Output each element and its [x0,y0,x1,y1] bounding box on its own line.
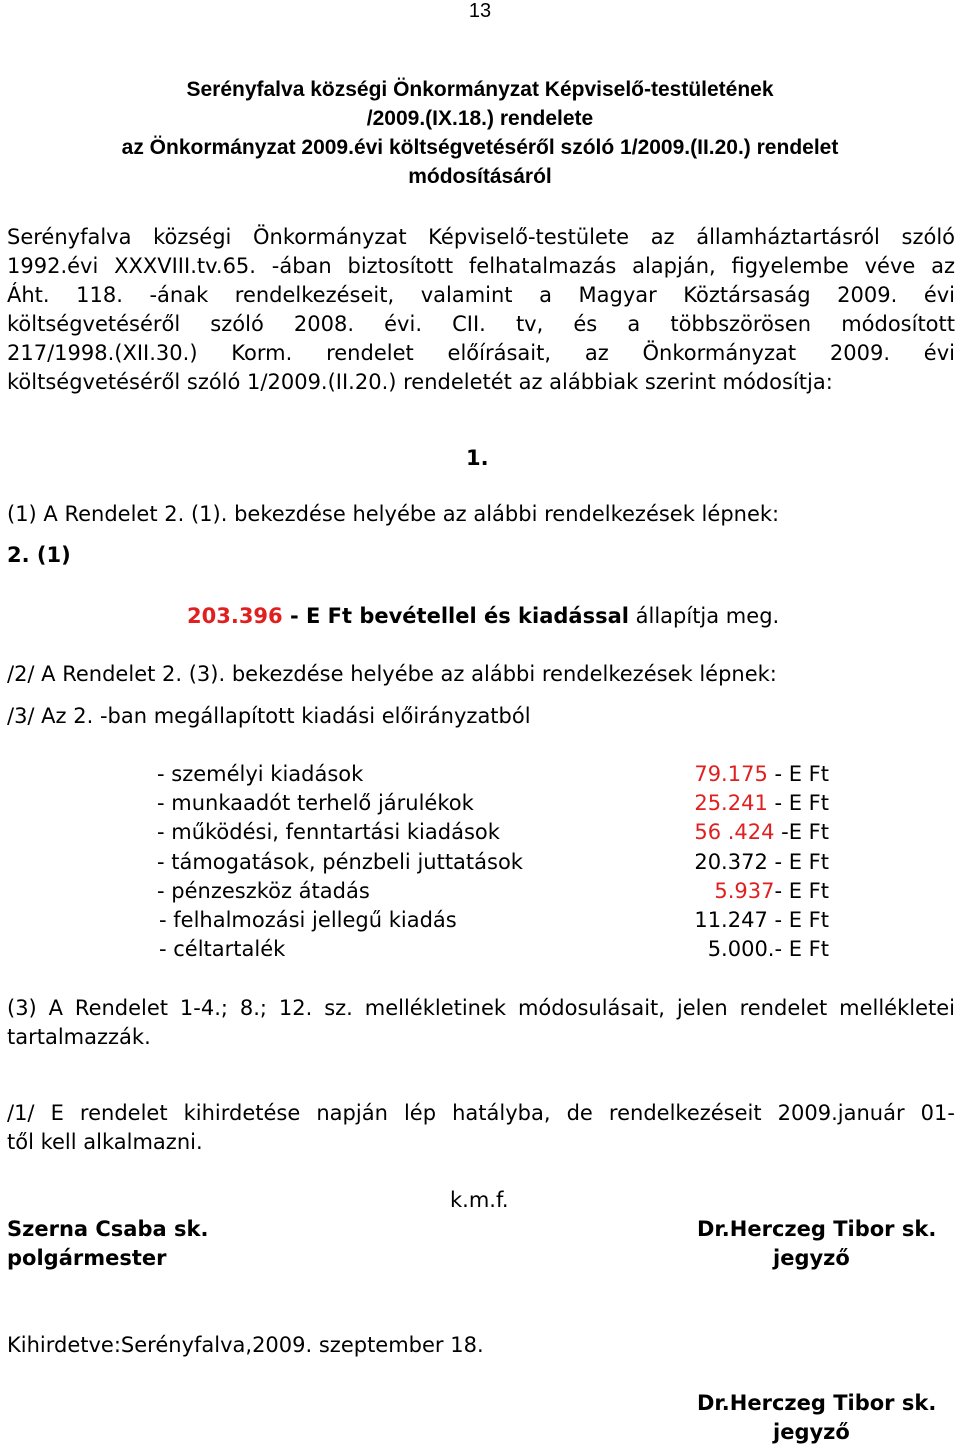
expense-amount [580,908,829,932]
total-amount-number: 203.396 [187,604,283,628]
preamble-line-3: Áht. 118. -ának rendelkezéseit, valamint a Magyar Köztársaság 2009. évi [7,283,955,307]
bottom-notary-name: Dr.Herczeg Tibor sk. [697,1391,937,1415]
expense-value: 79.175 [694,762,768,786]
page-number: 13 [468,0,492,22]
title-line-2: /2009.(IX.18.) rendelete [366,107,594,130]
expense-label: - felhalmozási jellegű kiadás [159,908,457,932]
expense-amount [580,879,829,903]
expense-label: - támogatások, pénzbeli juttatások [157,850,523,874]
expense-amount [580,850,829,874]
preamble-line-4: költségvetéséről szóló 2008. évi. CII. tv, és a többszörösen módosított [7,312,955,336]
section-paragraph-3: /3/ Az 2. -ban megállapított kiadási előirányzatból [7,704,531,728]
expense-unit: - E Ft [774,879,829,903]
announcement: Kihirdetve:Serényfalva,2009. szeptember 18. [7,1333,484,1357]
expense-unit: - E Ft [767,791,829,815]
kmf-label: k.m.f. [450,1188,509,1212]
expense-value: 56 .424 [694,820,775,844]
expense-value: 20.372 [694,850,768,874]
expense-value: 11.247 [694,908,768,932]
bottom-notary-title: jegyző [773,1420,850,1444]
effective-line-2: től kell alkalmazni. [7,1130,203,1154]
attachments-line-2: tartalmazzák. [7,1025,151,1049]
expense-value: 5.937 [714,879,775,903]
preamble-line-6: költségvetéséről szóló 1/2009.(II.20.) rendeletét az alábbiak szerint módosítja: [7,370,833,394]
preamble-line-5: 217/1998.(XII.30.) Korm. rendelet előírásait, az Önkormányzat 2009. évi [7,341,955,365]
title-line-4: módosításáról [408,165,552,188]
expense-amount [580,937,829,961]
notary-title: jegyző [773,1246,850,1270]
section-sub-heading: 2. (1) [7,543,71,567]
expense-label: - céltartalék [159,937,286,961]
expense-unit: - E Ft [767,908,829,932]
title-line-3: az Önkormányzat 2009.évi költségvetéséről szóló 1/2009.(II.20.) rendelet [121,136,839,159]
attachments-line-1: (3) A Rendelet 1-4.; 8.; 12. sz. mellékletinek módosulásait, jelen rendelet mellékletei [7,996,955,1020]
expense-label: - munkaadót terhelő járulékok [157,791,474,815]
expense-unit: - E Ft [767,762,829,786]
expense-value: 25.241 [694,791,768,815]
effective-line-1: /1/ E rendelet kihirdetése napján lép hatályba, de rendelkezéseit 2009.január 01- [7,1101,955,1125]
expense-label: - működési, fenntartási kiadások [157,820,500,844]
section-paragraph-2: /2/ A Rendelet 2. (3). bekezdése helyébe az alábbi rendelkezések lépnek: [7,662,777,686]
expense-amount [580,762,829,786]
total-amount-text: - E Ft bevétellel és kiadással [282,604,629,628]
title-line-1: Serényfalva községi Önkormányzat Képviselő-testületének [186,78,774,101]
total-amount-line [187,604,779,628]
expense-value: 5.000. [707,937,775,961]
section-paragraph-1: (1) A Rendelet 2. (1). bekezdése helyébe az alábbi rendelkezések lépnek: [7,502,780,526]
expense-unit: - E Ft [774,937,829,961]
section-heading: 1. [466,446,489,470]
expense-amount [580,820,829,844]
mayor-name: Szerna Csaba sk. [7,1217,209,1241]
expense-label: - pénzeszköz átadás [157,879,370,903]
expense-unit: -E Ft [774,820,829,844]
mayor-title: polgármester [7,1246,167,1270]
preamble-line-1: Serényfalva községi Önkormányzat Képviselő-testülete az államháztartásról szóló [7,225,955,249]
expense-unit: - E Ft [767,850,829,874]
notary-name: Dr.Herczeg Tibor sk. [697,1217,937,1241]
preamble-line-2: 1992.évi XXXVIII.tv.65. -ában biztosított felhatalmazás alapján, figyelembe véve az [7,254,955,278]
expense-label: - személyi kiadások [157,762,364,786]
expense-amount [580,791,829,815]
total-amount-rest: állapítja meg. [628,604,780,628]
